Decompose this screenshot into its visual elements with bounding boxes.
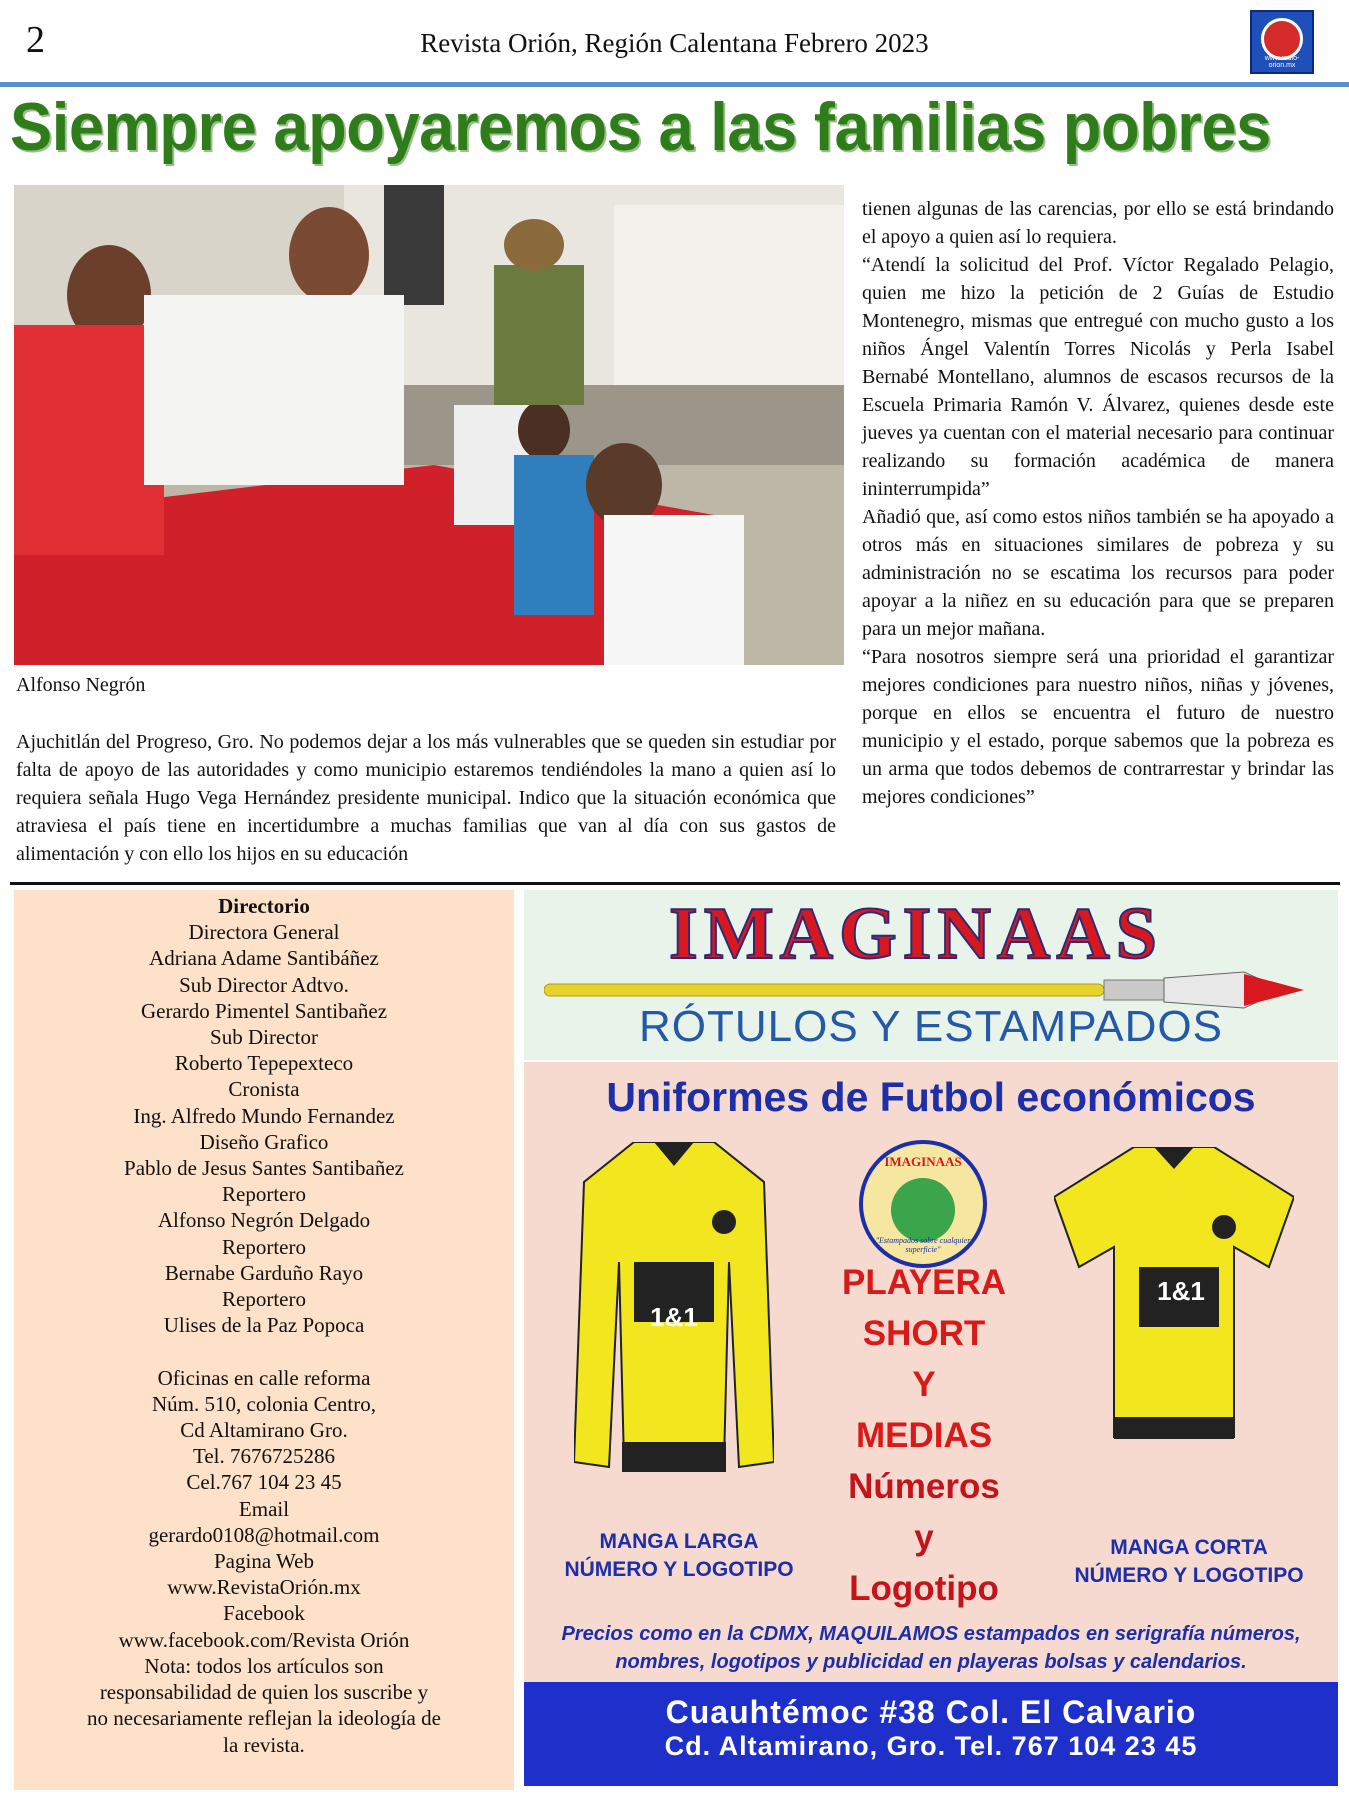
directory-line: Ulises de la Paz Popoca: [163, 1313, 365, 1338]
imaginaas-badge: [859, 1140, 987, 1268]
section-divider: [10, 882, 1340, 885]
ad-heading: Uniformes de Futbol económicos: [606, 1074, 1256, 1120]
article-paragraph: “Atendí la solicitud del Prof. Víctor Regalado Pelagio, quien me hizo la petición de 2 Guías de Estudio Montenegro, mismas que entregué con mucho gusto a los niños Ángel Valentín Torres Nicolás y Perla Isabel Bernabé Montellano, alumnos de escasos recursos de la Escuela Primaria Ramón V. Álvarez, quienes desde este jueves ya cuentan con el material necesario para continuar realizando su formación académica de manera ininterrumpida”: [862, 254, 1334, 500]
directory-line: Cronista: [228, 1077, 300, 1102]
directory-line: Diseño Grafico: [199, 1129, 329, 1154]
directory-line: Email: [238, 1496, 290, 1521]
directory-line: Pagina Web: [214, 1549, 314, 1574]
badge-figure-icon: [891, 1178, 955, 1242]
directory-line: Sub Director Adtvo.: [179, 972, 349, 997]
directory-website[interactable]: www.RevistaOrión.mx: [167, 1575, 361, 1600]
directory-line: Directora General: [188, 920, 340, 945]
directory-line: Roberto Tepepexteco: [174, 1051, 354, 1076]
logo-url: www.radio-orion.mx: [1264, 55, 1300, 69]
label-line: MANGA CORTA: [1110, 1536, 1268, 1559]
directory-line: Gerardo Pimentel Santibañez: [140, 998, 388, 1023]
directory-note: no necesariamente reflejan la ideología de: [87, 1706, 441, 1731]
directory-line: Sub Director: [210, 1025, 318, 1050]
article-paragraph: “Para nosotros siempre será una prioridad el garantizar mejores condiciones para nuestro niños, niñas y jóvenes, porque en ellos se encuentra el futuro de nuestro municipio y el estado, porque sabemos que la pobreza es un arma que todos debemos de contrarrestar y brindar las mejores condiciones”: [862, 646, 1334, 808]
ad-brand-name: IMAGINAAS: [669, 893, 1163, 975]
logo-disc-icon: [1261, 18, 1303, 60]
header-divider: [0, 82, 1349, 87]
pricing-line: Precios como en la CDMX, MAQUILAMOS estampados en serigrafía números,: [561, 1623, 1301, 1645]
directory-line: Facebook: [223, 1601, 305, 1626]
directory-line: Oficinas en calle reforma: [157, 1365, 371, 1390]
product-item: Números: [848, 1467, 1000, 1506]
directory-line: Bernabe Garduño Rayo: [164, 1260, 364, 1285]
ad-pricing-text: [534, 1620, 1328, 1676]
article-photo: [14, 185, 844, 665]
article-body-right: [862, 195, 1334, 811]
label-line: MANGA LARGA: [599, 1530, 759, 1553]
radio-orion-logo: [1250, 10, 1314, 74]
directory-spacer: [14, 1338, 514, 1364]
staff-directory: [14, 890, 514, 1790]
directory-line: Adriana Adame Santibáñez: [149, 946, 379, 971]
ad-address-bar: [524, 1682, 1338, 1786]
product-item: Y: [912, 1365, 936, 1404]
ad-banner: [524, 890, 1338, 1060]
directory-line: Ing. Alfredo Mundo Fernandez: [133, 1103, 395, 1128]
label-line: NÚMERO Y LOGOTIPO: [1074, 1564, 1304, 1587]
directory-title: Directorio: [218, 894, 310, 918]
article-body-left: [16, 728, 836, 868]
directory-line: Núm. 510, colonia Centro,: [152, 1391, 376, 1416]
ad-uniforms-panel: [524, 1062, 1338, 1682]
directory-facebook[interactable]: www.facebook.com/Revista Orión: [118, 1627, 410, 1652]
product-item: PLAYERA: [841, 1263, 1007, 1302]
photo-illustration: [14, 185, 844, 665]
article-paragraph: tienen algunas de las carencias, por ello se está brindando el apoyo a quien así lo requiera.: [862, 198, 1334, 248]
long-sleeve-label: [554, 1528, 804, 1584]
ad-city-phone: Cd. Altamirano, Gro. Tel. 767 104 23 45: [664, 1731, 1198, 1761]
publication-header: Revista Orión, Región Calentana Febrero 2023: [420, 28, 929, 58]
directory-line: Reportero: [222, 1182, 306, 1207]
directory-line: Cd Altamirano Gro.: [180, 1418, 348, 1443]
imaginaas-advertisement: [524, 890, 1338, 1786]
directory-line: Reportero: [222, 1287, 306, 1312]
directory-line: Tel. 7676725286: [192, 1444, 336, 1469]
product-item: y: [914, 1518, 934, 1557]
directory-line: Pablo de Jesus Santes Santibañez: [124, 1156, 404, 1181]
label-line: NÚMERO Y LOGOTIPO: [564, 1558, 794, 1581]
product-list: [814, 1257, 1034, 1614]
directory-line: Alfonso Negrón Delgado: [157, 1208, 371, 1233]
directory-line: Reportero: [222, 1234, 306, 1259]
photo-caption: Alfonso Negrón: [16, 674, 146, 696]
right-jersey-sponsor: 1&1: [1157, 1276, 1205, 1306]
ad-subtitle: RÓTULOS Y ESTAMPADOS: [639, 1002, 1223, 1051]
product-item: SHORT: [862, 1314, 986, 1353]
article-paragraph: Ajuchitlán del Progreso, Gro. No podemos dejar a los más vulnerables que se queden sin estudiar por falta de apoyo de las autoridades y como municipio estaremos tendiéndoles la mano a quien así lo requiera señala Hugo Vega Hernández presidente municipal. Indico que la situación económica que atraviesa el país tiene en incertidumbre a muchas familias que van al día con sus gastos de alimentación y con ello los hijos en su educación: [16, 731, 836, 865]
product-item: MEDIAS: [855, 1416, 993, 1455]
article-paragraph: Añadió que, así como estos niños también se ha apoyado a otros más en situaciones similares de pobreza y su administración no se escatima los recursos para poder apoyar a la niñez en su educación para que se preparen para un mejor mañana.: [862, 506, 1334, 640]
short-sleeve-label: [1064, 1534, 1314, 1590]
product-item: Logotipo: [849, 1569, 999, 1608]
directory-note: responsabilidad de quien los suscribe y: [99, 1680, 429, 1705]
left-jersey-sponsor: 1&1: [650, 1302, 698, 1332]
directory-note: Nota: todos los artículos son: [144, 1653, 384, 1678]
ad-address: Cuauhtémoc #38 Col. El Calvario: [665, 1694, 1197, 1730]
article-headline: Siempre apoyaremos a las familias pobres: [10, 89, 1271, 165]
directory-note: la revista.: [223, 1732, 305, 1757]
pricing-line: nombres, logotipos y publicidad en playeras bolsas y calendarios.: [615, 1651, 1247, 1673]
directory-line: Cel.767 104 23 45: [186, 1470, 342, 1495]
directory-email[interactable]: gerardo0108@hotmail.com: [148, 1522, 380, 1547]
badge-tagline: "Estampados sobre cualquier superficie": [875, 1236, 971, 1254]
page-number: 2: [26, 19, 45, 61]
badge-brand: IMAGINAAS: [884, 1154, 962, 1169]
